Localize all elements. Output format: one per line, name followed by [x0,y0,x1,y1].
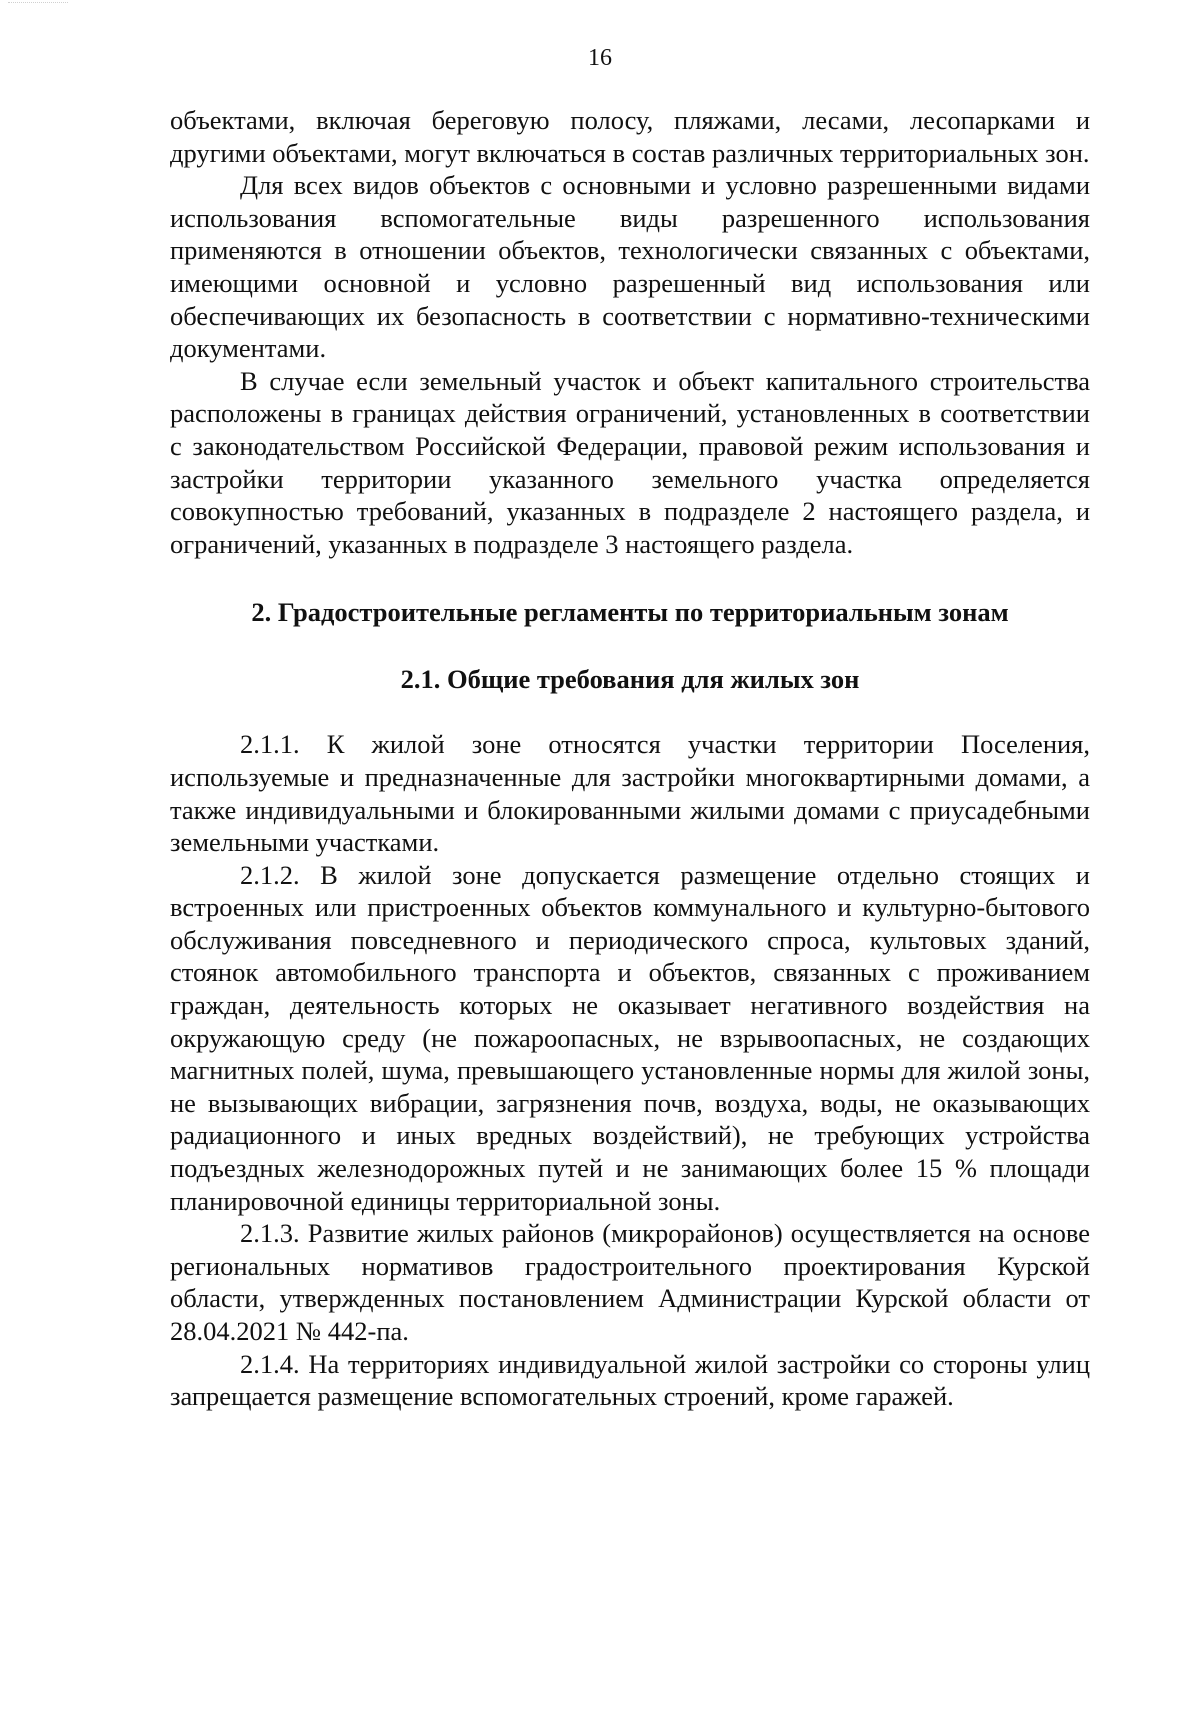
document-body [170,104,1090,1413]
clause-2-1-2: 2.1.2. В жилой зоне допускается размещение отдельно стоящих и встроенных или пристроенных объектов коммунального и культурно-бытового обслуживания повседневного и периодического спроса, культовых зданий, стоянок автомобильного транспорта и объектов, связанных с проживанием граждан, деятельность которых не оказывает негативного воздействия на окружающую среду (не пожароопасных, не взрывоопасных, не создающих магнитных полей, шума, превышающего установленные нормы для жилой зоны, не вызывающих вибрации, загрязнения почв, воздуха, воды, не оказывающих радиационного и иных вредных воздействий), не требующих устройства подъездных железнодорожных путей и не занимающих более 15 % площади планировочной единицы территориальной зоны. [170,859,1090,1216]
paragraph-continuation: объектами, включая береговую полосу, пляжами, лесами, лесопарками и другими объектами, могут включаться в состав различных территориальных зон. [170,105,1090,168]
paragraph-restrictions: В случае если земельный участок и объект капитального строительства расположены в границах действия ограничений, установленных в соответствии с законодательством Российской Федерации, правовой режим использования и застройки территории указанного земельного участка определяется совокупностью требований, указанных в подразделе 2 настоящего раздела, и ограничений, указанных в подразделе 3 настоящего раздела. [170,365,1090,559]
section-heading: 2. Градостроительные регламенты по территориальным зонам [251,597,1009,628]
clause-2-1-3: 2.1.3. Развитие жилых районов (микрорайонов) осуществляется на основе региональных нормативов градостроительного проектирования Курской области, утвержденных постановлением Администрации Курской области от 28.04.2021 № 442-па. [170,1218,1090,1346]
subsection-heading: 2.1. Общие требования для жилых зон [400,664,860,695]
scan-artifact [8,2,68,6]
paragraph-auxiliary-uses: Для всех видов объектов с основными и условно разрешенными видами использования вспомогательные виды разрешенного использования применяются в отношении объектов, технологически связанных с объектами, имеющими основной и условно разрешенный вид использования или обеспечивающих их безопасность в соответствии с нормативно-техническими документами. [170,170,1090,364]
clause-2-1-4: 2.1.4. На территориях индивидуальной жилой застройки со стороны улиц запрещается размещение вспомогательных строений, кроме гаражей. [170,1348,1090,1412]
page-number: 16 [588,45,612,71]
clause-2-1-1: 2.1.1. К жилой зоне относятся участки территории Поселения, используемые и предназначенные для застройки многоквартирными домами, а также индивидуальными и блокированными жилыми домами с приусадебными земельными участками. [170,729,1090,858]
